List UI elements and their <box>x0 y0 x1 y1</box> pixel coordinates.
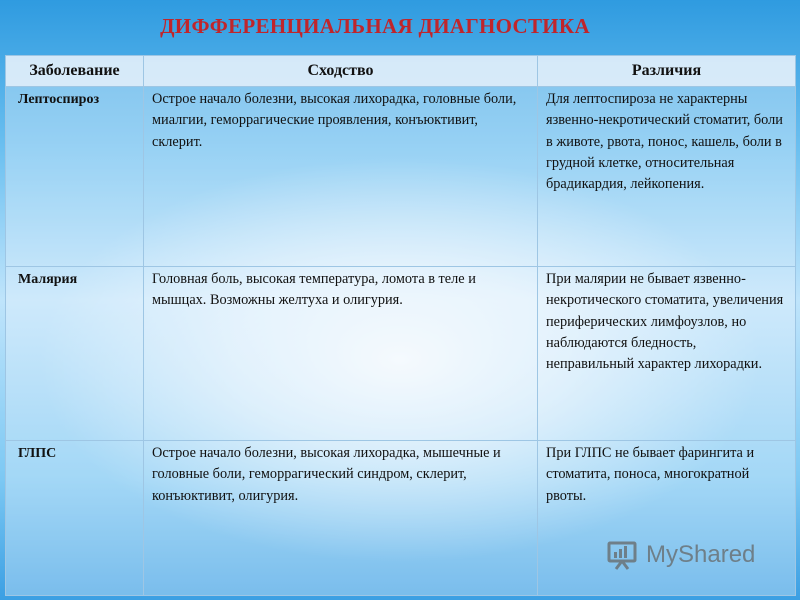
watermark-logo <box>606 540 755 570</box>
similarity-cell: Головная боль, высокая температура, ломота в теле и мышцах. Возможны желтуха и олигурия. <box>144 267 538 441</box>
differences-cell: Для лептоспироза не характерны язвенно-некротический стоматит, боли в животе, рвота, понос, кашель, боли в грудной клетке, относительная брадикардия, лейкопения. <box>538 87 796 267</box>
differences-cell: При ГЛПС не бывает фарингита и стоматита, поноса, многократной рвоты. <box>538 441 796 596</box>
disease-cell: Лептоспироз <box>6 87 144 267</box>
table-row <box>6 267 796 441</box>
table-row <box>6 87 796 267</box>
similarity-cell: Острое начало болезни, высокая лихорадка, головные боли, миалгии, геморрагические проявления, конъюктивит, склерит. <box>144 87 538 267</box>
table-row <box>6 441 796 596</box>
differences-cell: При малярии не бывает язвенно-некротического стоматита, увеличения периферических лимфоузлов, но наблюдаются бледность, неправильный характер лихорадки. <box>538 267 796 441</box>
table-header-row <box>6 56 796 87</box>
column-header-disease: Заболевание <box>6 56 144 87</box>
similarity-cell: Острое начало болезни, высокая лихорадка, мышечные и головные боли, геморрагический синдром, склерит, конъюктивит, олигурия. <box>144 441 538 596</box>
column-header-differences: Различия <box>538 56 796 87</box>
page-title: ДИФФЕРЕНЦИАЛЬНАЯ ДИАГНОСТИКА <box>160 14 590 38</box>
diagnosis-table <box>5 55 796 596</box>
disease-cell: ГЛПС <box>6 441 144 596</box>
watermark-text: MyShared <box>646 541 756 568</box>
presentation-board-icon <box>606 540 640 570</box>
disease-cell: Малярия <box>6 267 144 441</box>
column-header-similarity: Сходство <box>144 56 538 87</box>
